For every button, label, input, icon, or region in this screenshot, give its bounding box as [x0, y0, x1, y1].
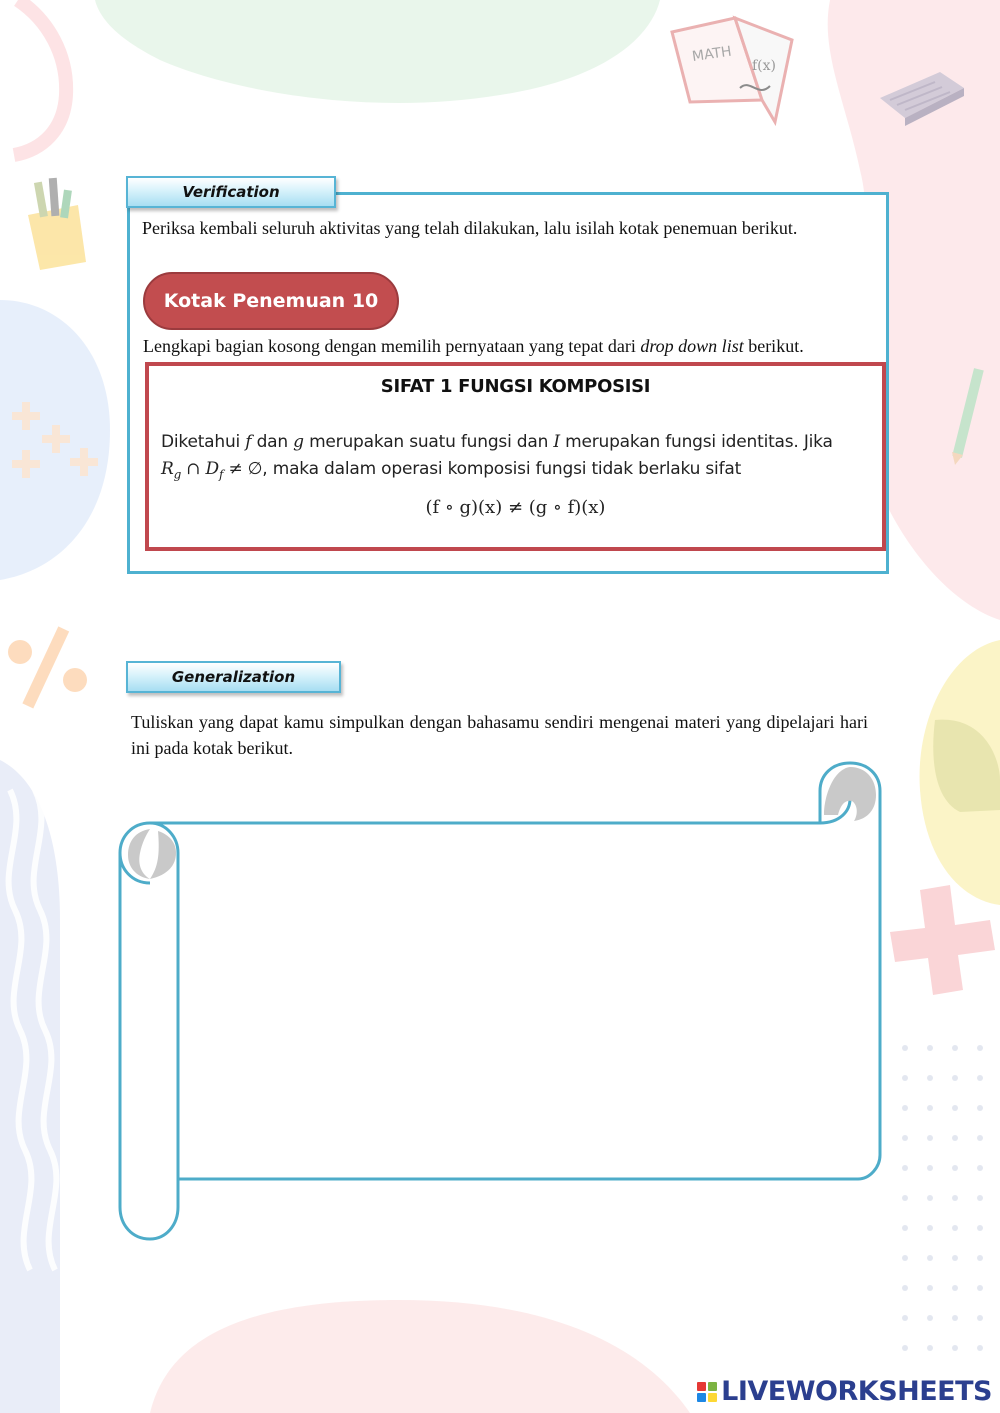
property-text: merupakan fungsi identitas. Jika	[559, 432, 833, 452]
dropdown-instruction-prefix: Lengkapi bagian kosong dengan memilih pernyataan yang tepat dari	[143, 336, 641, 356]
property-text: dan	[251, 432, 294, 452]
dropdown-instruction	[143, 336, 804, 357]
verification-tab-label: Verification	[126, 176, 336, 208]
liveworksheets-logo	[697, 1376, 992, 1407]
math-book-title: MATH	[691, 43, 733, 66]
math-book-icon	[672, 18, 792, 122]
logo-squares-icon	[697, 1382, 717, 1402]
dropdown-instruction-emphasis: drop down list	[640, 336, 744, 356]
math-book-fx: f(x)	[752, 58, 777, 74]
generalization-answer-input[interactable]	[195, 840, 864, 1164]
generalization-tab-label: Generalization	[126, 661, 341, 693]
var-f: f	[245, 432, 252, 452]
generalization-instruction: Tuliskan yang dapat kamu simpulkan dengan bahasamu sendiri mengenai materi yang dipelajari hari ini pada kotak berikut.	[131, 712, 868, 758]
logo-square	[697, 1382, 706, 1391]
verification-instruction: Periksa kembali seluruh aktivitas yang telah dilakukan, lalu isilah kotak penemuan berikut.	[142, 218, 798, 238]
discovery-box-label: Kotak Penemuan 10	[143, 272, 399, 330]
sub-f: f	[218, 467, 224, 482]
property-text: merupakan suatu fungsi dan	[303, 432, 554, 452]
logo-square	[708, 1382, 717, 1391]
var-R: R	[161, 459, 174, 479]
property-line-2	[161, 459, 741, 481]
percent-icon	[8, 626, 87, 708]
not-empty-symbol: ≠ ∅	[223, 459, 263, 479]
composition-formula: (f ∘ g)(x) ≠ (g ∘ f)(x)	[425, 497, 606, 518]
var-I: I	[553, 432, 560, 452]
pencil-cup-icon	[28, 178, 86, 270]
dropdown-instruction-suffix: berikut.	[743, 336, 804, 356]
property-text: Diketahui	[161, 432, 246, 452]
sub-g: g	[173, 467, 182, 482]
property-text: , maka dalam operasi komposisi fungsi tidak berlaku sifat	[262, 459, 742, 479]
intersection-symbol: ∩	[181, 459, 206, 479]
var-D: D	[205, 459, 219, 479]
dot-grid	[902, 1045, 983, 1351]
plus-icon	[890, 885, 995, 995]
logo-square	[697, 1393, 706, 1402]
property-box	[145, 362, 886, 551]
logo-text: LIVEWORKSHEETS	[721, 1376, 992, 1407]
logo-square	[708, 1393, 717, 1402]
property-title: SIFAT 1 FUNGSI KOMPOSISI	[380, 376, 651, 397]
var-g: g	[293, 432, 304, 452]
property-line-1	[161, 432, 833, 452]
